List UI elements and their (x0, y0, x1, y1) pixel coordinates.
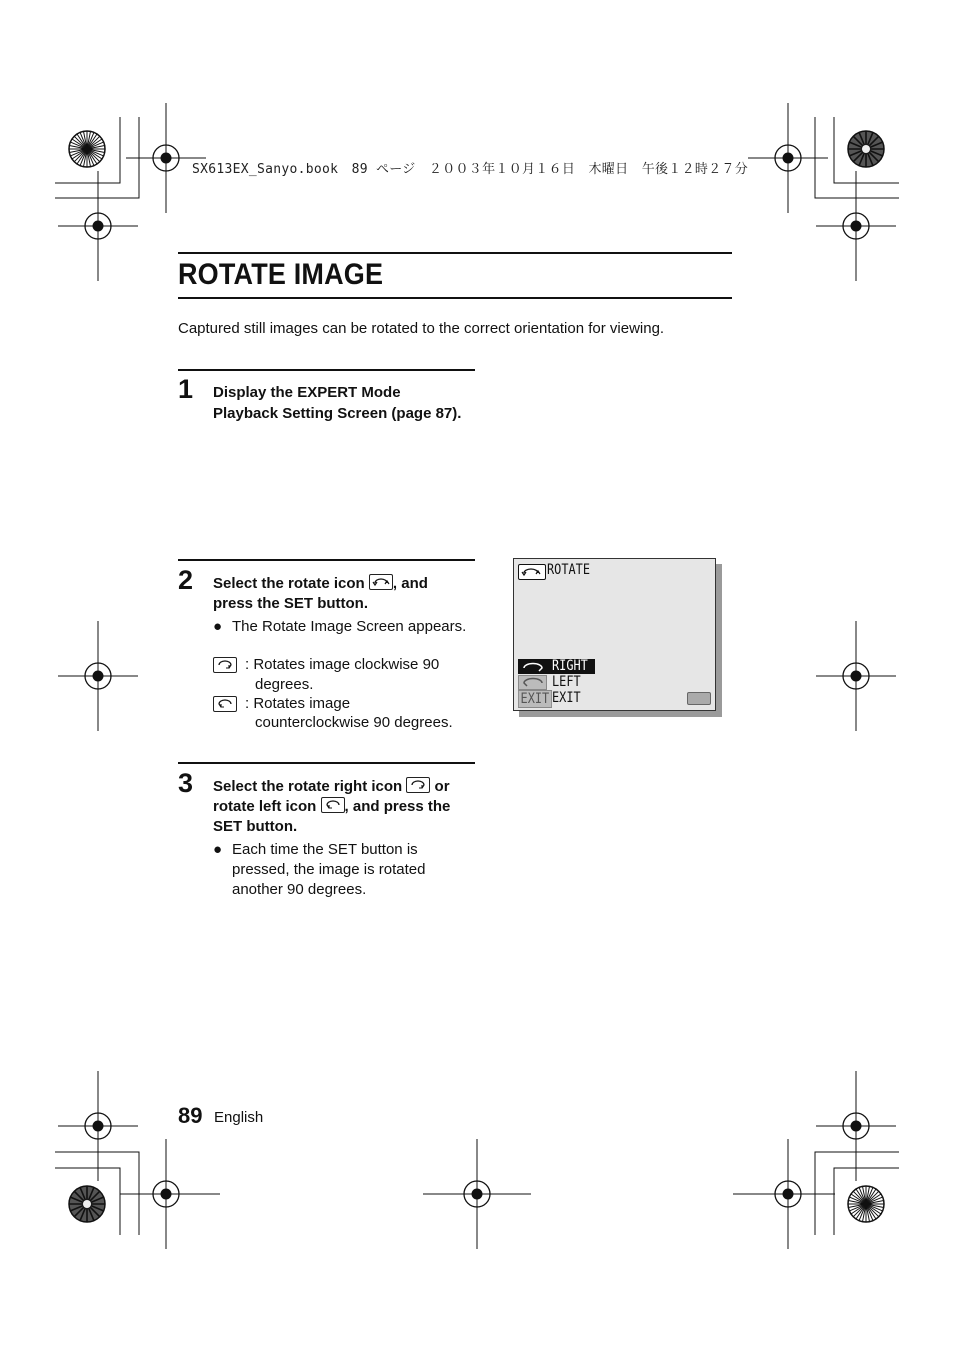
step-3-line-2b: , and press the (344, 798, 451, 815)
legend-rotate-right-line-2: degrees. (255, 676, 314, 693)
step-2-rule (178, 559, 475, 561)
step-3-bullet-line-3: another 90 degrees. (232, 881, 367, 898)
print-header: SX613EX_Sanyo.book 89 ページ ２００３年１０月１６日 木曜日 午後１２時２７分 (192, 162, 749, 177)
screen-menu-right-label: RIGHT (552, 658, 588, 674)
legend-rotate-left-line-1: : Rotates image (245, 695, 351, 712)
step-2-number: 2 (178, 565, 194, 595)
screen-menu-exit[interactable] (518, 691, 595, 706)
screen-menu-left[interactable] (518, 675, 595, 690)
step-3-rule (178, 762, 475, 764)
screen-rotate-left-icon (520, 675, 546, 689)
bullet-dot: ● (213, 618, 223, 635)
step-1-text (213, 383, 461, 424)
page-title: ROTATE IMAGE (178, 258, 384, 291)
screen-rotate-icon (518, 564, 546, 580)
rotate-right-icon (213, 657, 237, 673)
footer-language: English (214, 1109, 264, 1126)
title-rule-top (178, 252, 732, 254)
rotate-right-icon (406, 777, 430, 793)
step-2-bullet-text: The Rotate Image Screen appears. (232, 618, 467, 635)
legend-rotate-left-line-2: counterclockwise 90 degrees. (255, 714, 453, 731)
step-1-number: 1 (178, 374, 194, 404)
step-3-number: 3 (178, 768, 194, 798)
step-2-text (213, 574, 428, 614)
screen-exit-icon: EXIT (518, 690, 552, 708)
step-2-line-2: press the SET button. (213, 595, 369, 612)
screen-menu-right[interactable] (518, 659, 595, 674)
step-1-line-1: Display the EXPERT Mode (213, 384, 401, 401)
step-1-rule (178, 369, 475, 371)
rotate-left-icon (213, 696, 237, 712)
step-1-line-2: Playback Setting Screen (page 87). (213, 405, 462, 422)
intro-text: Captured still images can be rotated to the correct orientation for viewing. (178, 320, 665, 337)
rotate-icon (369, 574, 393, 590)
screen-rotate-right-icon (520, 660, 546, 674)
rotate-left-icon (321, 797, 345, 813)
step-2-line-1a: Select the rotate icon (213, 575, 365, 592)
step-3-text (213, 777, 450, 837)
step-3-line-1b: or (434, 778, 450, 795)
rotate-screen-illustration (513, 558, 716, 711)
title-rule-bottom (178, 297, 732, 299)
step-2-line-1b: , and (392, 575, 428, 592)
step-3-bullet-line-2: pressed, the image is rotated (232, 861, 426, 878)
battery-icon (687, 692, 711, 705)
screen-menu-left-label: LEFT (552, 674, 581, 690)
legend-rotate-right-line-1: : Rotates image clockwise 90 (245, 656, 440, 673)
step-3-bullet-line-1: Each time the SET button is (232, 841, 418, 858)
screen-menu-exit-label: EXIT (552, 690, 581, 706)
step-3-line-3: SET button. (213, 818, 298, 835)
bullet-dot: ● (213, 841, 223, 858)
screen-title: ROTATE (547, 562, 590, 578)
page-number: 89 (178, 1103, 203, 1128)
step-3-line-2a: rotate left icon (213, 798, 317, 815)
step-3-line-1a: Select the rotate right icon (213, 778, 403, 795)
